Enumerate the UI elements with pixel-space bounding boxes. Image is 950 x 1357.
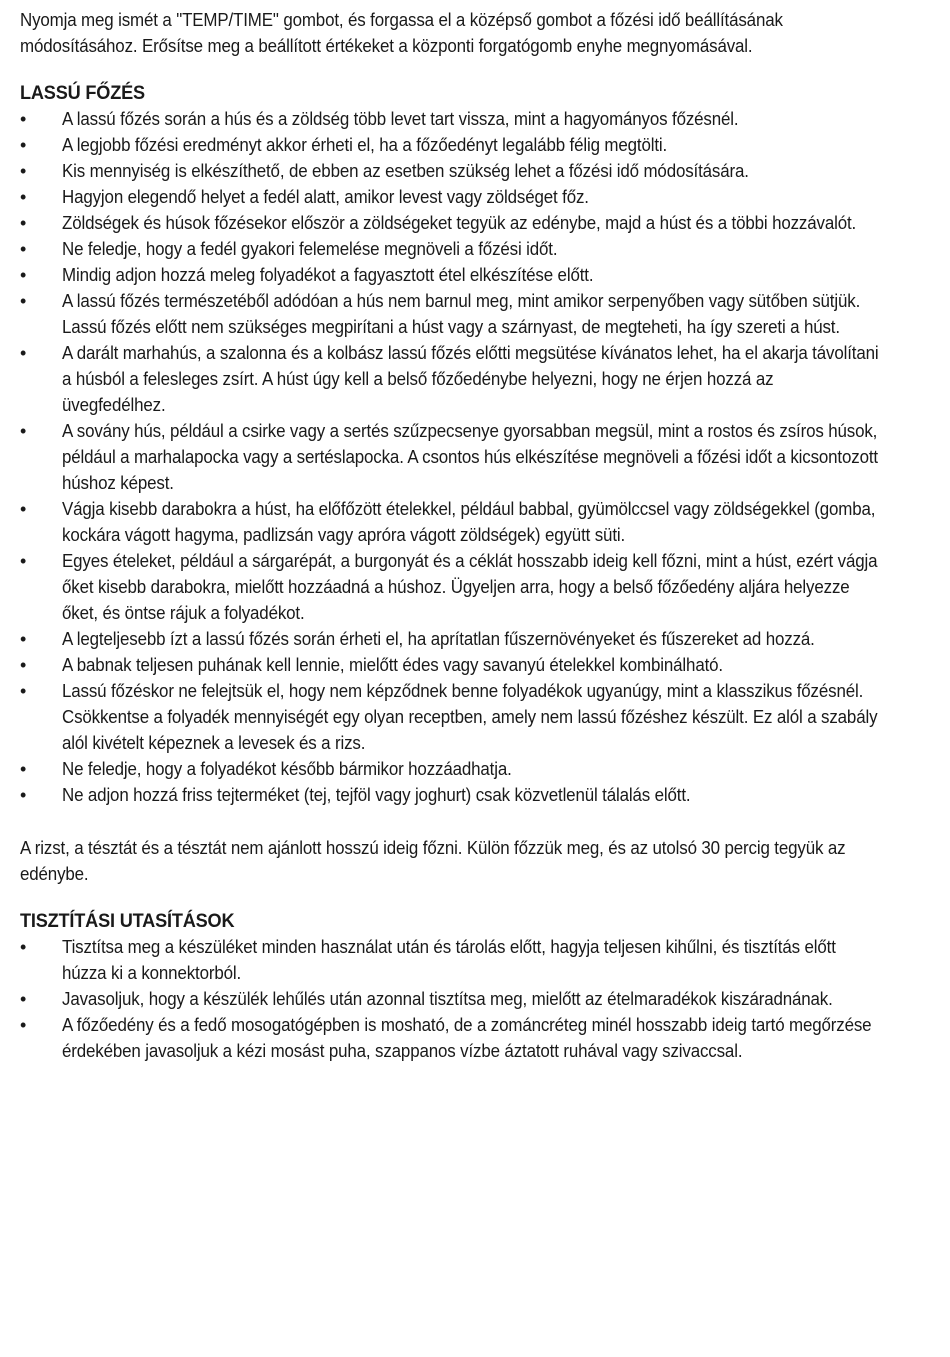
bullet-icon: • — [20, 499, 27, 519]
bullet-icon: • — [20, 551, 27, 571]
bullet-icon: • — [20, 239, 27, 259]
list-item-text: A lassú főzés során a hús és a zöldség több levet tart vissza, mint a hagyományos főzésnél. — [62, 109, 739, 129]
list-item-text: A lassú főzés természetéből adódóan a hús nem barnul meg, mint amikor serpenyőben vagy sütőben sütjük. Lassú főzés előtt nem szükséges megpirítani a húst vagy a szárnyast, de megteheti, ha így szereti a húst. — [62, 291, 861, 337]
list-item — [20, 158, 886, 184]
list-item — [20, 1012, 886, 1064]
list-item — [20, 184, 886, 210]
list-item — [20, 934, 886, 986]
bullet-icon: • — [20, 681, 27, 701]
bullet-icon: • — [20, 937, 27, 957]
list-item-text: A sovány hús, például a csirke vagy a sertés szűzpecsenye gyorsabban megsül, mint a rostos és zsíros húsok, például a marhalapocka vagy a sertéslapocka. A csontos hús elkészítése megnöveli a főzési időt a kicsontozott húshoz képest. — [62, 421, 878, 493]
bullet-icon: • — [20, 265, 27, 285]
bullet-icon: • — [20, 629, 27, 649]
list-item-text: Mindig adjon hozzá meleg folyadékot a fagyasztott étel elkészítése előtt. — [62, 265, 594, 285]
list-item — [20, 986, 886, 1012]
list-item — [20, 236, 886, 262]
slow-cooking-heading: LASSÚ FŐZÉS — [20, 82, 145, 104]
list-item — [20, 678, 886, 756]
list-item-text: Hagyjon elegendő helyet a fedél alatt, amikor levest vagy zöldséget főz. — [62, 187, 589, 207]
list-item — [20, 782, 886, 808]
list-item — [20, 106, 886, 132]
list-item-text: Zöldségek és húsok főzésekor először a zöldségeket tegyük az edénybe, majd a húst és a többi hozzávalót. — [62, 213, 857, 233]
bullet-icon: • — [20, 989, 27, 1009]
bullet-icon: • — [20, 291, 27, 311]
bullet-icon: • — [20, 109, 27, 129]
bullet-icon: • — [20, 135, 27, 155]
bullet-icon: • — [20, 213, 27, 233]
cleaning-list — [20, 934, 886, 1064]
rice-pasta-note: A rizst, a tésztát és a tésztát nem ajánlott hosszú ideig főzni. Külön főzzük meg, és az utolsó 30 percig tegyük az edénybe. — [20, 838, 846, 884]
bullet-icon: • — [20, 161, 27, 181]
slow-cooking-list — [20, 106, 886, 808]
list-item — [20, 418, 886, 496]
list-item-text: Javasoljuk, hogy a készülék lehűlés után azonnal tisztítsa meg, mielőtt az ételmaradékok kiszáradnának. — [62, 989, 833, 1009]
list-item — [20, 262, 886, 288]
bullet-icon: • — [20, 421, 27, 441]
list-item-text: Ne feledje, hogy a folyadékot később bármikor hozzáadhatja. — [62, 759, 512, 779]
list-item-text: Ne adjon hozzá friss tejterméket (tej, tejföl vagy joghurt) csak közvetlenül tálalás előtt. — [62, 785, 691, 805]
list-item — [20, 548, 886, 626]
list-item-text: A főzőedény és a fedő mosogatógépben is mosható, de a zománcréteg minél hosszabb ideig tartó megőrzése érdekében javasoljuk a kézi mosást puha, szappanos vízbe áztatott ruhával vagy szivaccsal. — [62, 1015, 872, 1061]
list-item-text: Vágja kisebb darabokra a húst, ha előfőzött ételekkel, például babbal, gyümölccsel vagy zöldségekkel (gomba, kockára vágott hagyma, padlizsán vagy apróra vágott zöldségek) együtt süti. — [62, 499, 876, 545]
list-item — [20, 210, 886, 236]
list-item-text: Ne feledje, hogy a fedél gyakori felemelése megnöveli a főzési időt. — [62, 239, 558, 259]
list-item — [20, 288, 886, 340]
cleaning-heading: TISZTÍTÁSI UTASÍTÁSOK — [20, 910, 235, 932]
bullet-icon: • — [20, 1015, 27, 1035]
bullet-icon: • — [20, 655, 27, 675]
bullet-icon: • — [20, 785, 27, 805]
list-item — [20, 496, 886, 548]
list-item — [20, 132, 886, 158]
list-item — [20, 626, 886, 652]
bullet-icon: • — [20, 343, 27, 363]
list-item-text: Tisztítsa meg a készüléket minden használat után és tárolás előtt, hagyja teljesen kihűlni, és tisztítás előtt húzza ki a konnektorból. — [62, 937, 836, 983]
list-item-text: A darált marhahús, a szalonna és a kolbász lassú főzés előtti megsütése kívánatos lehet, ha el akarja távolítani a húsból a felesleges zsírt. A húst úgy kell a belső főzőedénybe helyezni, hogy ne érjen hozzá az üvegfedélhez. — [62, 343, 879, 415]
bullet-icon: • — [20, 759, 27, 779]
bullet-icon: • — [20, 187, 27, 207]
list-item-text: A legteljesebb ízt a lassú főzés során érheti el, ha aprítatlan fűszernövényeket és fűszereket ad hozzá. — [62, 629, 815, 649]
document-page — [20, 7, 886, 1064]
list-item — [20, 756, 886, 782]
intro-paragraph: Nyomja meg ismét a "TEMP/TIME" gombot, és forgassa el a középső gombot a főzési idő beállításának módosításához. Erősítse meg a beállított értékeket a központi forgatógomb enyhe megnyomásával. — [20, 10, 783, 56]
list-item — [20, 340, 886, 418]
list-item-text: Kis mennyiség is elkészíthető, de ebben az esetben szükség lehet a főzési idő módosítására. — [62, 161, 749, 181]
list-item-text: Lassú főzéskor ne felejtsük el, hogy nem képződnek benne folyadékok ugyanúgy, mint a klasszikus főzésnél. Csökkentse a folyadék mennyiségét egy olyan receptben, amely nem lassú főzéshez készült. Ez alól a szabály alól kivételt képeznek a levesek és a rizs. — [62, 681, 878, 753]
list-item-text: A legjobb főzési eredményt akkor érheti el, ha a főzőedényt legalább félig megtölti. — [62, 135, 668, 155]
list-item — [20, 652, 886, 678]
list-item-text: Egyes ételeket, például a sárgarépát, a burgonyát és a céklát hosszabb ideig kell főzni, mint a húst, ezért vágja őket kisebb darabokra, mielőtt hozzáadná a húshoz. Ügyeljen arra, hogy a belső főzőedény aljára helyezze őket, és öntse rájuk a folyadékot. — [62, 551, 878, 623]
list-item-text: A babnak teljesen puhának kell lennie, mielőtt édes vagy savanyú ételekkel kombinálható. — [62, 655, 723, 675]
